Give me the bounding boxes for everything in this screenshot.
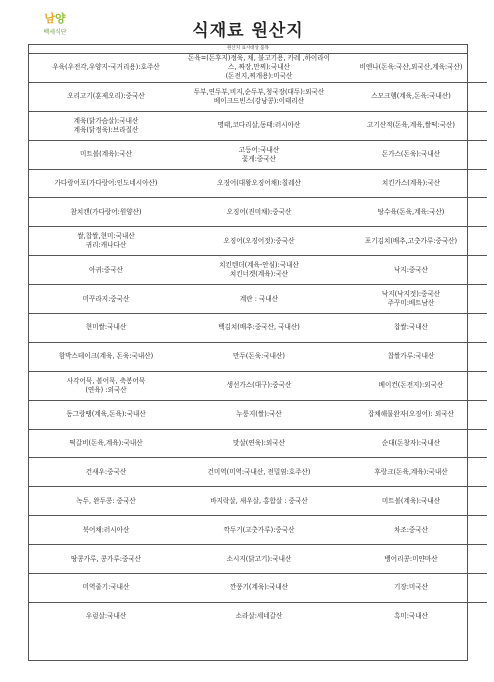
table-row [29, 574, 487, 603]
table-cell: 돈육=(돈후지)정육, 채, 불고기용, 카레 ,하이라이스, 짜장,만찌):국내산 (돈전지,찌개용):미국산 [183, 54, 335, 82]
table-row [29, 169, 487, 198]
table-cell: 아귀:중국산 [29, 256, 183, 285]
table-cell: 오리고기(훈제오리):중국산 [29, 82, 183, 111]
table-row [29, 458, 487, 487]
table-cell: 깍두기(고춧가루):중국산 [183, 516, 335, 545]
table-cell: 쌀,찹쌀,현미:국내산 귀리:캐나다산 [29, 227, 183, 256]
table-cell: 두부,연두부,비지,순두부,청국장(대두):외국산 베이크드빈스(강낭콩):이태리산 [183, 82, 335, 111]
table-cell: 오징어(대왕오징어채):칠레산 [183, 169, 335, 198]
origin-table-frame [28, 44, 468, 661]
table-row [29, 487, 487, 516]
table-cell: 순대(돈창자):국내산 [335, 429, 487, 458]
table-cell: 낙지(낙지젓):중국산 주꾸미:베트남산 [335, 285, 487, 314]
table-row [29, 227, 487, 256]
table-row [29, 400, 487, 429]
table-cell: 바지락살, 새우살, 홍합살 : 중국산 [183, 487, 335, 516]
table-cell: 건새우:중국산 [29, 458, 183, 487]
table-subheader: 원산지 표시대상 품목 [29, 45, 467, 54]
table-row [29, 342, 487, 371]
table-row [29, 314, 487, 343]
table-cell: 가다랑어포(가다랑어:인도네시아산) [29, 169, 183, 198]
table-cell: 베이컨(돈전지):외국산 [335, 371, 487, 400]
table-cell: 깐풍기(계육):국내산 [183, 574, 335, 603]
table-cell: 비엔나(돈육:국산,외국산,계육:국산) [335, 54, 487, 82]
table-row [29, 140, 487, 169]
table-cell: 흑미:국내산 [393, 612, 429, 621]
table-cell: 미꾸라지:중국산 [29, 285, 183, 314]
table-cell: 미트볼(계육):국내산 [335, 487, 487, 516]
logo-subtitle: 백세식단 [43, 29, 67, 36]
table-cell: 백김치(배추:중국산, 국내산) [183, 314, 335, 343]
table-cell: 건미역(미역:국내산, 전밀염:호주산) [183, 458, 335, 487]
page-title: 식재료 원산지 [192, 21, 304, 41]
table-cell: 만두(돈육:국내산) [183, 342, 335, 371]
table-cell: 현미쌀:국내산 [29, 314, 183, 343]
table-cell: 찹쌀가루:국내산 [335, 342, 487, 371]
table-cell: 참치캔(가다랑어:원양산) [29, 198, 183, 227]
table-cell: 고등어:국내산 꽃게:중국산 [183, 140, 335, 169]
table-cell: 소시지(닭고기):국내산 [183, 545, 335, 574]
table-row [29, 54, 487, 82]
table-row [29, 516, 487, 545]
table-cell: 녹두, 완두콩: 중국산 [29, 487, 183, 516]
table-cell: 탕수육(돈육,계육:국산) [335, 198, 487, 227]
table-cell: 미트볼(계육):국산 [29, 140, 183, 169]
table-cell: 잡채해물완자(오징어): 외국산 [335, 400, 487, 429]
origin-table [29, 54, 487, 631]
table-row [29, 82, 487, 111]
table-row [29, 602, 487, 630]
table-cell: 생선가스(대구):중국산 [183, 371, 335, 400]
table-cell: 치킨텐더(계육-안심):국내산 치킨너겟(계육):국산 [183, 256, 335, 285]
table-cell: 소라살:세네갈산 [235, 612, 283, 621]
table-cell: 떡갈비(돈육,계육):국내산 [29, 429, 183, 458]
table-cell: 사각어묵, 볼어묵, 축봉어묵 (연육) :외국산 [29, 371, 183, 400]
table-cell: 돈가스(돈육):국내산 [335, 140, 487, 169]
table-cell: 스모크햄(계육,돈육:국내산) [335, 82, 487, 111]
table-cell: 후랑크(돈육,계육):국내산 [335, 458, 487, 487]
table-row [29, 371, 487, 400]
table-row [29, 545, 487, 574]
table-cell: 함박스테이크(계육, 돈육:국내산) [29, 342, 183, 371]
table-cell: 계란 : 국내산 [183, 285, 335, 314]
table-cell: 명태,코다리살,동태:러시아산 [183, 111, 335, 140]
table-cell: 찹쌀:국내산 [335, 314, 487, 343]
table-cell: 우육(우전각,우양지-국거리용):호주산 [29, 54, 183, 82]
page-header [28, 12, 468, 42]
table-cell: 차조:중국산 [335, 516, 487, 545]
table-cell: 오징어(오징어젓):중국산 [183, 227, 335, 256]
table-cell: 오징어(진미채):중국산 [183, 198, 335, 227]
table-cell: 북어채:러시아산 [29, 516, 183, 545]
table-cell: 우렁살:국내산 [85, 612, 127, 621]
table-row [29, 429, 487, 458]
table-cell: 기장:미국산 [335, 574, 487, 603]
table-cell: 뱅어리콩:미얀마산 [335, 545, 487, 574]
table-row [29, 198, 487, 227]
logo-mark: 남양 [44, 12, 66, 25]
table-cell: 맛살(연육):외국산 [183, 429, 335, 458]
table-cell: 땅콩가루, 콩가루:중국산 [29, 545, 183, 574]
table-row [29, 285, 487, 314]
table-cell: 계육(닭가슴살):국내산 계육(닭정육):브라질산 [29, 111, 183, 140]
table-cell: 고기산적(돈육,계육,쌀떡:국산) [335, 111, 487, 140]
table-cell: 동그랑땡(계육,돈육):국내산 [29, 400, 183, 429]
table-cell: 포기김치(배추,고춧가루:중국산) [335, 227, 487, 256]
table-cell: 치킨가스(계육):국산 [335, 169, 487, 198]
table-cell: 낙지:중국산 [335, 256, 487, 285]
table-cell: 미역줄기:국내산 [29, 574, 183, 603]
table-cell: 누룽지(쌀):국산 [183, 400, 335, 429]
table-row [29, 111, 487, 140]
table-row [29, 256, 487, 285]
